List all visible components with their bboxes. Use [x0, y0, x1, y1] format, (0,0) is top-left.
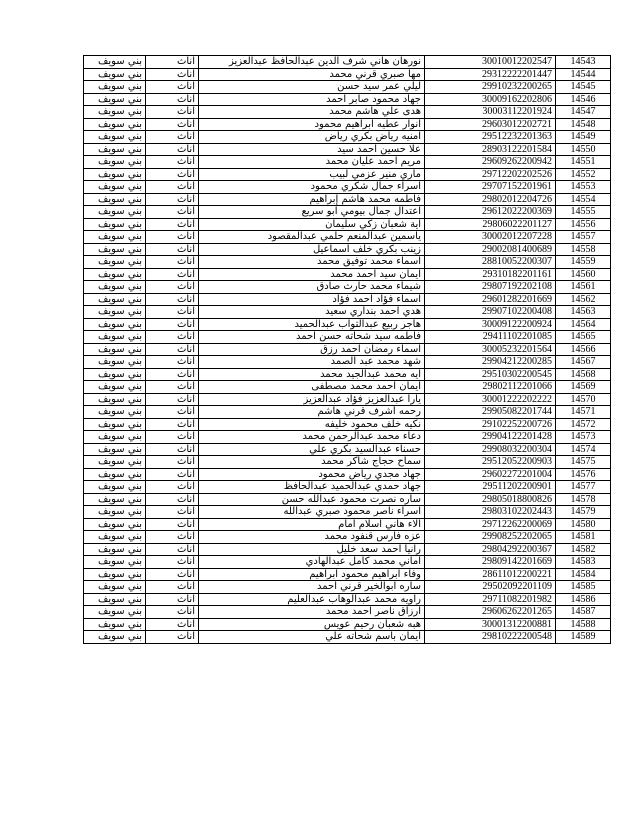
table-row: [84, 443, 611, 456]
serial-number-cell: 14580: [556, 518, 611, 531]
national-id-cell: 30001312200881: [425, 618, 556, 631]
serial-number-cell: 14543: [556, 56, 611, 69]
national-id-cell: 29711082201982: [425, 593, 556, 606]
name-cell: هدي احمد بنداري سعيد: [199, 306, 425, 319]
name-cell: هبه شعبان رحيم عويس: [199, 618, 425, 631]
name-cell: وفاء ابراهيم محمود ابراهيم: [199, 568, 425, 581]
table-row: [84, 631, 611, 644]
gender-cell: اناث: [146, 156, 199, 169]
serial-number-cell: 14551: [556, 156, 611, 169]
governorate-cell: بني سويف: [84, 556, 146, 569]
national-id-cell: 29712202202526: [425, 168, 556, 181]
governorate-cell: بني سويف: [84, 193, 146, 206]
name-cell: ياسمين عبدالمنعم حلمي عبدالمقصود: [199, 231, 425, 244]
name-cell: ليلي عمر سيد حسن: [199, 81, 425, 94]
serial-number-cell: 14562: [556, 293, 611, 306]
table-row: [84, 606, 611, 619]
gender-cell: اناث: [146, 618, 199, 631]
name-cell: جهاد حمدي عبدالحميد عبدالحافظ: [199, 481, 425, 494]
national-id-cell: 29908252202065: [425, 531, 556, 544]
name-cell: اعتدال جمال بيومي ابو سريع: [199, 206, 425, 219]
national-id-cell: 29002081400689: [425, 243, 556, 256]
gender-cell: اناث: [146, 531, 199, 544]
table-row: [84, 143, 611, 156]
table-row: [84, 331, 611, 344]
name-cell: امنيه رياض بكري رياض: [199, 131, 425, 144]
gender-cell: اناث: [146, 481, 199, 494]
serial-number-cell: 14547: [556, 106, 611, 119]
name-cell: شهد محمد عبد الصمد: [199, 356, 425, 369]
name-cell: ارزاق ناصر احمد محمد: [199, 606, 425, 619]
serial-number-cell: 14564: [556, 318, 611, 331]
governorate-cell: بني سويف: [84, 443, 146, 456]
national-id-cell: 29612022200369: [425, 206, 556, 219]
governorate-cell: بني سويف: [84, 356, 146, 369]
name-cell: ساره نصرت محمود عبدالله حسن: [199, 493, 425, 506]
national-id-cell: 29908032200304: [425, 443, 556, 456]
gender-cell: اناث: [146, 368, 199, 381]
national-id-cell: 29606262201265: [425, 606, 556, 619]
gender-cell: اناث: [146, 381, 199, 394]
name-cell: اسماء فؤاد احمد فؤاد: [199, 293, 425, 306]
governorate-cell: بني سويف: [84, 156, 146, 169]
governorate-cell: بني سويف: [84, 281, 146, 294]
table-row: [84, 93, 611, 106]
serial-number-cell: 14582: [556, 543, 611, 556]
name-cell: اسماء محمد توفيق محمد: [199, 256, 425, 269]
name-cell: هدى علي هاشم محمد: [199, 106, 425, 119]
gender-cell: اناث: [146, 431, 199, 444]
governorate-cell: بني سويف: [84, 518, 146, 531]
serial-number-cell: 14563: [556, 306, 611, 319]
national-id-cell: 29609262200942: [425, 156, 556, 169]
gender-cell: اناث: [146, 243, 199, 256]
table-row: [84, 131, 611, 144]
gender-cell: اناث: [146, 181, 199, 194]
national-id-cell: 29907102200408: [425, 306, 556, 319]
gender-cell: اناث: [146, 343, 199, 356]
table-row: [84, 318, 611, 331]
national-id-cell: 28611012200221: [425, 568, 556, 581]
gender-cell: اناث: [146, 106, 199, 119]
national-id-cell: 30009122200924: [425, 318, 556, 331]
name-cell: نكيه خلف محمود خليفه: [199, 418, 425, 431]
name-cell: جهاد مجدي رياض محمود: [199, 468, 425, 481]
table-row: [84, 156, 611, 169]
serial-number-cell: 14575: [556, 456, 611, 469]
national-id-cell: 29502092201109: [425, 581, 556, 594]
gender-cell: اناث: [146, 206, 199, 219]
national-id-cell: 30003112201924: [425, 106, 556, 119]
name-cell: اسراء ناصر محمود صبري عبدالله: [199, 506, 425, 519]
table-row: [84, 218, 611, 231]
national-id-cell: 29411102201085: [425, 331, 556, 344]
national-id-cell: 30002012207228: [425, 231, 556, 244]
national-id-cell: 29511202200901: [425, 481, 556, 494]
name-cell: شيماء محمد حارث صادق: [199, 281, 425, 294]
governorate-cell: بني سويف: [84, 431, 146, 444]
governorate-cell: بني سويف: [84, 531, 146, 544]
national-id-cell: 29512232201363: [425, 131, 556, 144]
gender-cell: اناث: [146, 518, 199, 531]
table-row: [84, 593, 611, 606]
governorate-cell: بني سويف: [84, 343, 146, 356]
gender-cell: اناث: [146, 593, 199, 606]
table-row: [84, 368, 611, 381]
table-row: [84, 268, 611, 281]
gender-cell: اناث: [146, 331, 199, 344]
name-cell: يارا عبدالعزيز فؤاد عبدالعزيز: [199, 393, 425, 406]
serial-number-cell: 14548: [556, 118, 611, 131]
gender-cell: اناث: [146, 168, 199, 181]
gender-cell: اناث: [146, 556, 199, 569]
serial-number-cell: 14549: [556, 131, 611, 144]
gender-cell: اناث: [146, 281, 199, 294]
table-row: [84, 518, 611, 531]
gender-cell: اناث: [146, 506, 199, 519]
table-row: [84, 618, 611, 631]
governorate-cell: بني سويف: [84, 168, 146, 181]
national-id-cell: 29512052200903: [425, 456, 556, 469]
governorate-cell: بني سويف: [84, 368, 146, 381]
name-cell: دعاء محمد عبدالرحمن محمد: [199, 431, 425, 444]
serial-number-cell: 14550: [556, 143, 611, 156]
serial-number-cell: 14559: [556, 256, 611, 269]
serial-number-cell: 14569: [556, 381, 611, 394]
governorate-cell: بني سويف: [84, 318, 146, 331]
table-row: [84, 506, 611, 519]
governorate-cell: بني سويف: [84, 593, 146, 606]
table-row: [84, 168, 611, 181]
name-cell: رانيا احمد سعد خليل: [199, 543, 425, 556]
gender-cell: اناث: [146, 293, 199, 306]
governorate-cell: بني سويف: [84, 568, 146, 581]
name-cell: ايمان سيد احمد محمد: [199, 268, 425, 281]
serial-number-cell: 14586: [556, 593, 611, 606]
governorate-cell: بني سويف: [84, 143, 146, 156]
governorate-cell: بني سويف: [84, 631, 146, 644]
name-cell: اماني محمد كامل عبدالهادي: [199, 556, 425, 569]
governorate-cell: بني سويف: [84, 81, 146, 94]
serial-number-cell: 14583: [556, 556, 611, 569]
name-cell: سماح حجاج شاكر محمد: [199, 456, 425, 469]
roster-body: [84, 56, 611, 644]
serial-number-cell: 14576: [556, 468, 611, 481]
table-row: [84, 381, 611, 394]
governorate-cell: بني سويف: [84, 231, 146, 244]
national-id-cell: 29803102202443: [425, 506, 556, 519]
name-cell: ساره ابوالخير قرني احمد: [199, 581, 425, 594]
governorate-cell: بني سويف: [84, 68, 146, 81]
gender-cell: اناث: [146, 456, 199, 469]
serial-number-cell: 14578: [556, 493, 611, 506]
name-cell: اسراء جمال شكري محمود: [199, 181, 425, 194]
name-cell: فاطمه سيد شحاته حسن احمد: [199, 331, 425, 344]
gender-cell: اناث: [146, 318, 199, 331]
table-row: [84, 356, 611, 369]
serial-number-cell: 14560: [556, 268, 611, 281]
serial-number-cell: 14571: [556, 406, 611, 419]
national-id-cell: 29809142201669: [425, 556, 556, 569]
governorate-cell: بني سويف: [84, 468, 146, 481]
name-cell: رحمه أشرف قرني هاشم: [199, 406, 425, 419]
governorate-cell: بني سويف: [84, 481, 146, 494]
gender-cell: اناث: [146, 406, 199, 419]
governorate-cell: بني سويف: [84, 218, 146, 231]
governorate-cell: بني سويف: [84, 306, 146, 319]
national-id-cell: 29810222200548: [425, 631, 556, 644]
serial-number-cell: 14584: [556, 568, 611, 581]
name-cell: ايه محمد عبدالجيد محمد: [199, 368, 425, 381]
name-cell: علا حسين احمد سيد: [199, 143, 425, 156]
gender-cell: اناث: [146, 118, 199, 131]
serial-number-cell: 14585: [556, 581, 611, 594]
table-row: [84, 406, 611, 419]
governorate-cell: بني سويف: [84, 543, 146, 556]
governorate-cell: بني سويف: [84, 456, 146, 469]
governorate-cell: بني سويف: [84, 606, 146, 619]
gender-cell: اناث: [146, 418, 199, 431]
serial-number-cell: 14568: [556, 368, 611, 381]
national-id-cell: 29602272201004: [425, 468, 556, 481]
national-id-cell: 29802112201066: [425, 381, 556, 394]
serial-number-cell: 14581: [556, 531, 611, 544]
name-cell: مريم احمد عليان محمد: [199, 156, 425, 169]
name-cell: انوار عطيه ابراهيم محمود: [199, 118, 425, 131]
name-cell: اسماء رمضان احمد رزق: [199, 343, 425, 356]
table-row: [84, 293, 611, 306]
governorate-cell: بني سويف: [84, 106, 146, 119]
name-cell: ماري منير عزمي لبيب: [199, 168, 425, 181]
serial-number-cell: 14567: [556, 356, 611, 369]
table-row: [84, 56, 611, 69]
name-cell: نورهان هاني شرف الدين عبدالحافظ عبدالعزيز: [199, 56, 425, 69]
national-id-cell: 30010012202547: [425, 56, 556, 69]
table-row: [84, 281, 611, 294]
name-cell: فاطمه محمد هاشم إبراهيم: [199, 193, 425, 206]
national-id-cell: 29712262200069: [425, 518, 556, 531]
governorate-cell: بني سويف: [84, 268, 146, 281]
gender-cell: اناث: [146, 568, 199, 581]
national-id-cell: 29310182201161: [425, 268, 556, 281]
governorate-cell: بني سويف: [84, 256, 146, 269]
gender-cell: اناث: [146, 581, 199, 594]
gender-cell: اناث: [146, 81, 199, 94]
serial-number-cell: 14573: [556, 431, 611, 444]
serial-number-cell: 14556: [556, 218, 611, 231]
gender-cell: اناث: [146, 218, 199, 231]
table-row: [84, 118, 611, 131]
national-id-cell: 30005232201564: [425, 343, 556, 356]
name-cell: اية شعبان زكي سليمان: [199, 218, 425, 231]
governorate-cell: بني سويف: [84, 406, 146, 419]
national-id-cell: 29807192202108: [425, 281, 556, 294]
governorate-cell: بني سويف: [84, 331, 146, 344]
table-row: [84, 393, 611, 406]
serial-number-cell: 14546: [556, 93, 611, 106]
governorate-cell: بني سويف: [84, 493, 146, 506]
governorate-cell: بني سويف: [84, 206, 146, 219]
table-row: [84, 106, 611, 119]
name-cell: جهاد محمود صابر احمد: [199, 93, 425, 106]
serial-number-cell: 14574: [556, 443, 611, 456]
gender-cell: اناث: [146, 268, 199, 281]
gender-cell: اناث: [146, 68, 199, 81]
serial-number-cell: 14579: [556, 506, 611, 519]
national-id-cell: 29806022201127: [425, 218, 556, 231]
table-row: [84, 481, 611, 494]
table-row: [84, 243, 611, 256]
table-row: [84, 493, 611, 506]
gender-cell: اناث: [146, 443, 199, 456]
national-id-cell: 29802012204726: [425, 193, 556, 206]
name-cell: الاء هاني اسلام امام: [199, 518, 425, 531]
serial-number-cell: 14553: [556, 181, 611, 194]
national-id-cell: 29904212200285: [425, 356, 556, 369]
governorate-cell: بني سويف: [84, 93, 146, 106]
gender-cell: اناث: [146, 56, 199, 69]
national-id-cell: 29910232200265: [425, 81, 556, 94]
serial-number-cell: 14557: [556, 231, 611, 244]
name-cell: ايمان باسم شحاته علي: [199, 631, 425, 644]
name-cell: ايمان احمد محمد مصطفى: [199, 381, 425, 394]
national-id-cell: 29804292200367: [425, 543, 556, 556]
governorate-cell: بني سويف: [84, 381, 146, 394]
national-id-cell: 29312222201447: [425, 68, 556, 81]
national-id-cell: 30001222202222: [425, 393, 556, 406]
table-row: [84, 581, 611, 594]
table-row: [84, 431, 611, 444]
name-cell: راويه محمد عبدالوهاب عبدالعليم: [199, 593, 425, 606]
governorate-cell: بني سويف: [84, 181, 146, 194]
governorate-cell: بني سويف: [84, 56, 146, 69]
gender-cell: اناث: [146, 631, 199, 644]
gender-cell: اناث: [146, 93, 199, 106]
table-row: [84, 206, 611, 219]
table-row: [84, 531, 611, 544]
serial-number-cell: 14577: [556, 481, 611, 494]
serial-number-cell: 14554: [556, 193, 611, 206]
gender-cell: اناث: [146, 393, 199, 406]
national-id-cell: 29603012202721: [425, 118, 556, 131]
national-id-cell: 29601282201669: [425, 293, 556, 306]
gender-cell: اناث: [146, 143, 199, 156]
gender-cell: اناث: [146, 356, 199, 369]
serial-number-cell: 14545: [556, 81, 611, 94]
serial-number-cell: 14565: [556, 331, 611, 344]
gender-cell: اناث: [146, 493, 199, 506]
governorate-cell: بني سويف: [84, 506, 146, 519]
governorate-cell: بني سويف: [84, 618, 146, 631]
national-id-cell: 28903122201584: [425, 143, 556, 156]
governorate-cell: بني سويف: [84, 131, 146, 144]
table-row: [84, 468, 611, 481]
governorate-cell: بني سويف: [84, 243, 146, 256]
roster-table: [83, 55, 611, 644]
name-cell: هاجر ربيع عبدالتواب عبدالحميد: [199, 318, 425, 331]
table-row: [84, 556, 611, 569]
serial-number-cell: 14544: [556, 68, 611, 81]
serial-number-cell: 14570: [556, 393, 611, 406]
serial-number-cell: 14589: [556, 631, 611, 644]
table-row: [84, 181, 611, 194]
national-id-cell: 29904122201428: [425, 431, 556, 444]
national-id-cell: 29905082201744: [425, 406, 556, 419]
table-row: [84, 456, 611, 469]
gender-cell: اناث: [146, 468, 199, 481]
serial-number-cell: 14572: [556, 418, 611, 431]
governorate-cell: بني سويف: [84, 293, 146, 306]
gender-cell: اناث: [146, 131, 199, 144]
table-row: [84, 568, 611, 581]
table-row: [84, 68, 611, 81]
gender-cell: اناث: [146, 256, 199, 269]
serial-number-cell: 14555: [556, 206, 611, 219]
gender-cell: اناث: [146, 193, 199, 206]
national-id-cell: 28810052200307: [425, 256, 556, 269]
table-row: [84, 256, 611, 269]
table-row: [84, 231, 611, 244]
table-row: [84, 418, 611, 431]
name-cell: زينب بكري خلف اسماعيل: [199, 243, 425, 256]
table-row: [84, 81, 611, 94]
serial-number-cell: 14552: [556, 168, 611, 181]
national-id-cell: 30009162202806: [425, 93, 556, 106]
table-row: [84, 306, 611, 319]
governorate-cell: بني سويف: [84, 581, 146, 594]
governorate-cell: بني سويف: [84, 118, 146, 131]
governorate-cell: بني سويف: [84, 418, 146, 431]
table-row: [84, 343, 611, 356]
national-id-cell: 29102252200726: [425, 418, 556, 431]
serial-number-cell: 14561: [556, 281, 611, 294]
table-row: [84, 193, 611, 206]
governorate-cell: بني سويف: [84, 393, 146, 406]
gender-cell: اناث: [146, 231, 199, 244]
national-id-cell: 29805018800826: [425, 493, 556, 506]
gender-cell: اناث: [146, 543, 199, 556]
serial-number-cell: 14566: [556, 343, 611, 356]
gender-cell: اناث: [146, 306, 199, 319]
gender-cell: اناث: [146, 606, 199, 619]
serial-number-cell: 14588: [556, 618, 611, 631]
serial-number-cell: 14558: [556, 243, 611, 256]
national-id-cell: 29707152201961: [425, 181, 556, 194]
serial-number-cell: 14587: [556, 606, 611, 619]
national-id-cell: 29510302200545: [425, 368, 556, 381]
name-cell: عزه فارس قنفود محمد: [199, 531, 425, 544]
name-cell: مها صبري قرني محمد: [199, 68, 425, 81]
table-row: [84, 543, 611, 556]
name-cell: حسناء عبدالسيد بكري علي: [199, 443, 425, 456]
